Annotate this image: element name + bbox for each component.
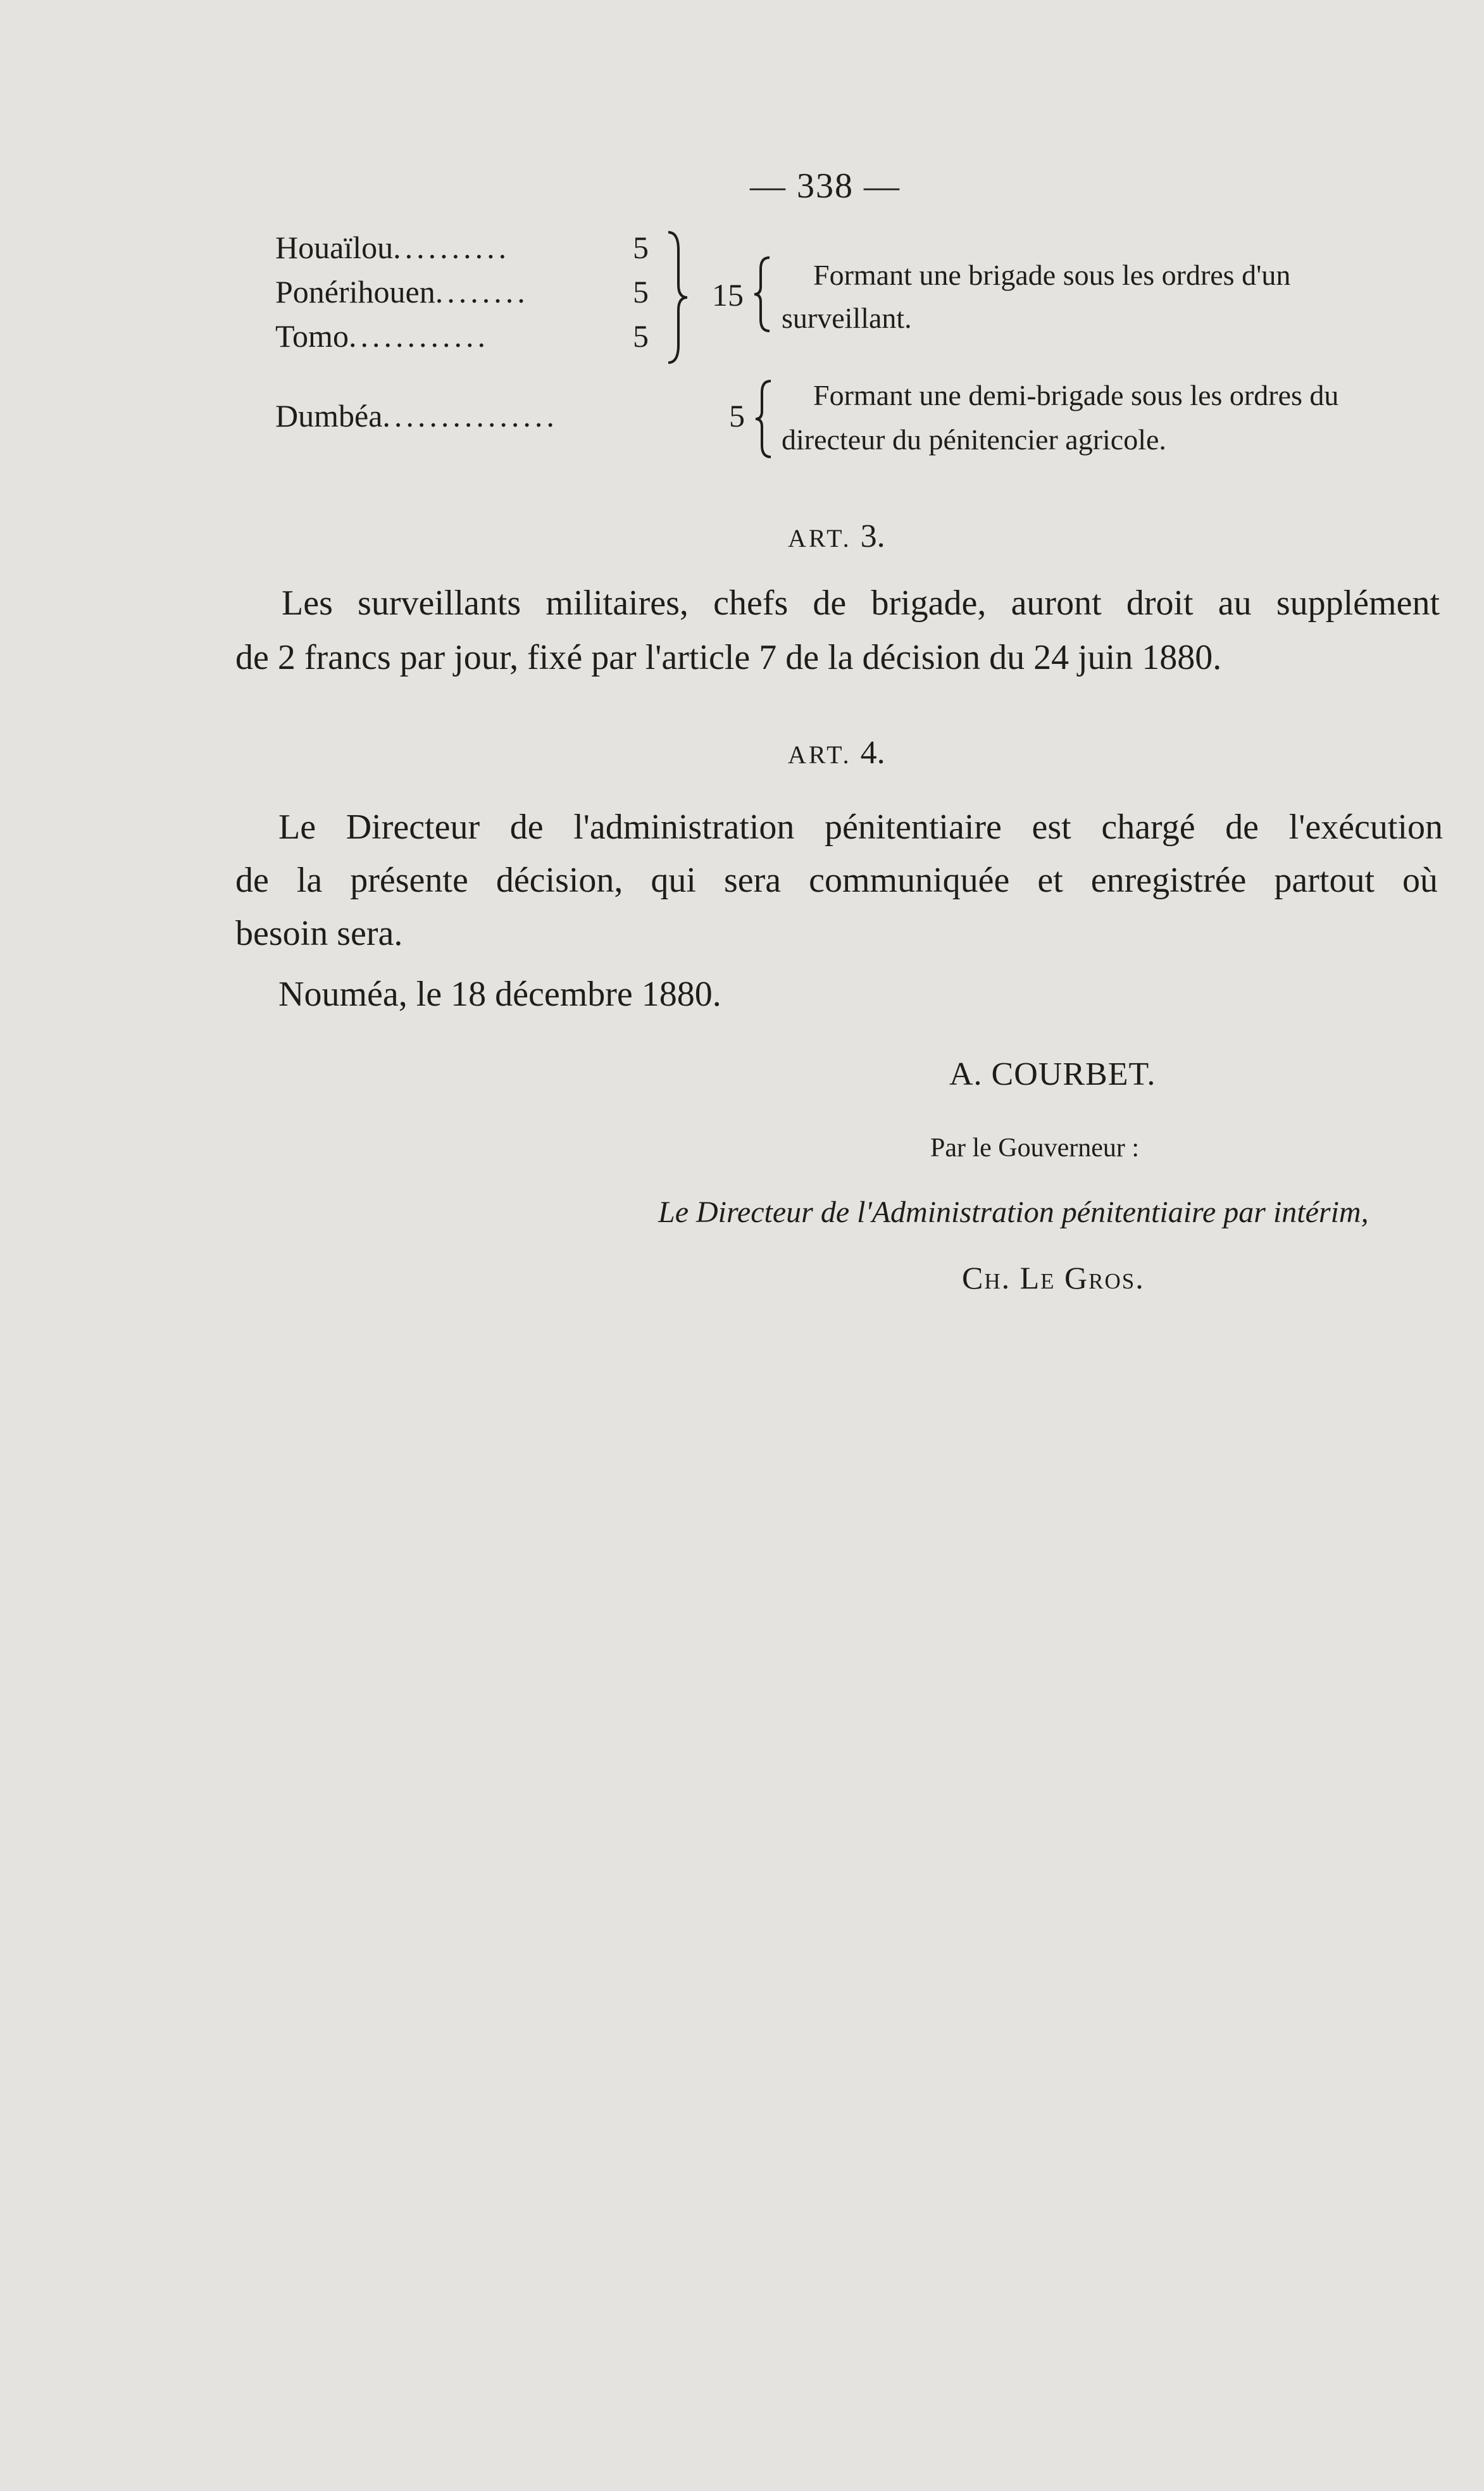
paragraph-line: besoin sera.	[235, 914, 403, 953]
location-count: 5	[633, 230, 649, 265]
paragraph-line: Le Directeur de l'administration pénitentiaire est chargé de l'exécution	[278, 808, 1443, 847]
location-name: Dumbéa	[275, 398, 383, 434]
leader-dots: ..........	[393, 230, 511, 265]
article-label: ART.	[788, 740, 852, 769]
location-count: 5	[633, 274, 649, 309]
group-note-line: surveillant.	[782, 302, 912, 334]
article-number: 4.	[860, 735, 885, 771]
paragraph-line: de la présente décision, qui sera communiquée et enregistrée partout où	[235, 861, 1438, 900]
location-count: 5	[633, 318, 649, 354]
article-label: ART.	[788, 524, 852, 553]
list-item	[275, 273, 529, 310]
list-item	[275, 229, 510, 266]
signature-par: Par le Gouverneur :	[930, 1133, 1140, 1163]
list-item	[275, 318, 489, 354]
page-number: — 338 —	[750, 166, 901, 206]
signature-title: Le Directeur de l'Administration pénitentiaire par intérim,	[658, 1196, 1369, 1229]
location-name: Houaïlou	[275, 230, 394, 265]
group-total: 15	[712, 277, 744, 313]
group-note-line: Formant une brigade sous les ordres d'un	[813, 259, 1291, 291]
signature-name: A. COURBET.	[949, 1056, 1156, 1092]
location-count: 5	[729, 398, 745, 434]
list-item	[275, 397, 558, 434]
article-number: 3.	[860, 518, 885, 554]
group-note-line: directeur du pénitencier agricole.	[782, 423, 1166, 456]
article-heading	[788, 734, 885, 771]
right-brace	[664, 231, 690, 364]
date-line: Nouméa, le 18 décembre 1880.	[278, 975, 721, 1014]
paragraph-line: Les surveillants militaires, chefs de brigade, auront droit au supplément	[282, 584, 1440, 623]
left-brace	[753, 256, 772, 332]
leader-dots: ............	[348, 318, 489, 354]
leader-dots: ...............	[382, 398, 558, 434]
location-name: Ponérihouen	[275, 274, 435, 309]
left-brace	[754, 380, 773, 459]
signer-name: Ch. Le Gros.	[962, 1260, 1145, 1295]
location-name: Tomo	[275, 318, 349, 354]
article-heading	[788, 518, 885, 555]
leader-dots: ........	[435, 274, 529, 309]
paragraph-line: de 2 francs par jour, fixé par l'article 7 de la décision du 24 juin 1880.	[235, 638, 1222, 677]
group-note-line: Formant une demi-brigade sous les ordres du	[813, 379, 1339, 411]
